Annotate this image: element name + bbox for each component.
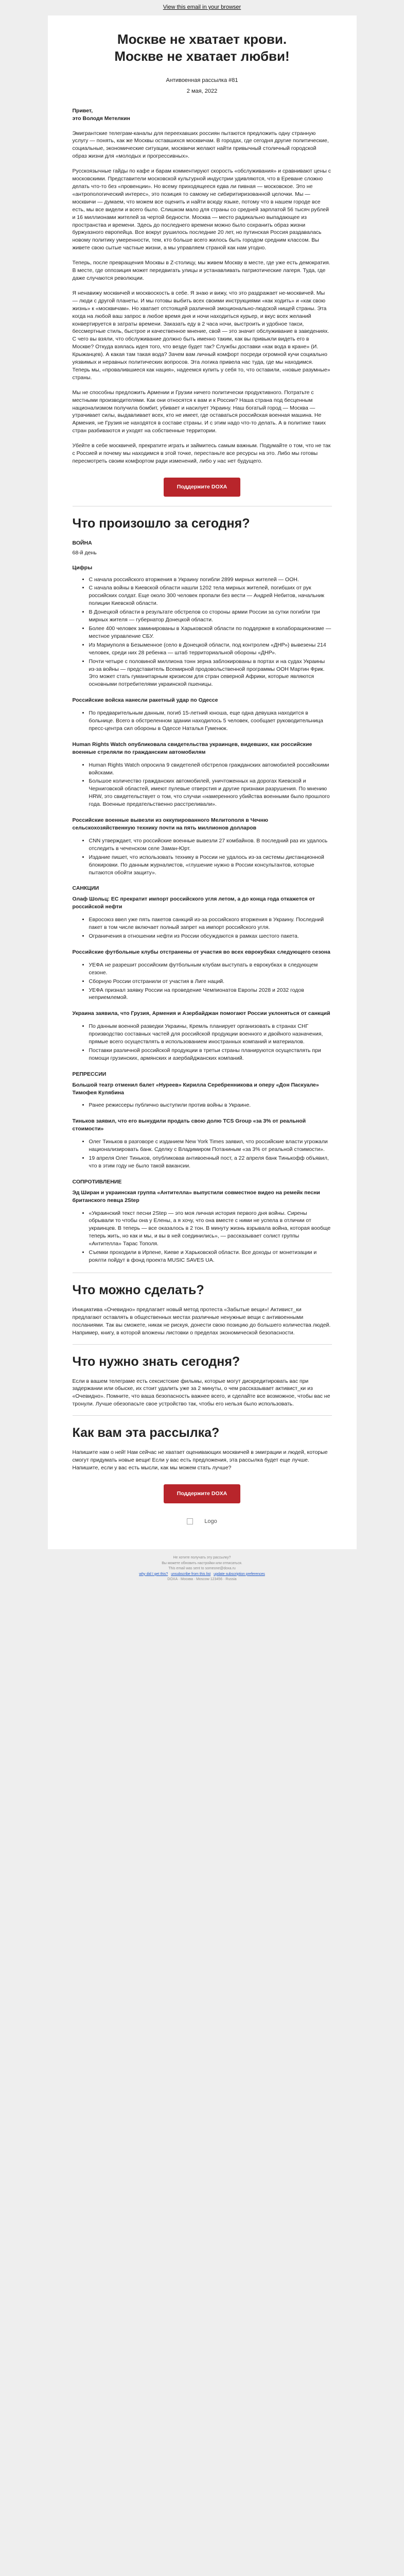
issue-number: Антивоенная рассылка #81 <box>166 77 238 83</box>
hrw-list <box>73 761 332 808</box>
what-to-do-text: Инициатива «Очевидно» предлагает новый метод протеста «Забытые вещи»! Активист_ки предлагают оставлять в общественных местах различные ненужные вещи с антивоенными посланиями. Так вы сможете, никак не рискуя, донести свою позицию до большего количества людей. Например, книгу, в которой вложены листовки о пределах экономической безопасности. <box>72 1306 331 1336</box>
greeting-line-1: Привет, <box>72 107 93 114</box>
support-doxa-button[interactable]: Поддержите DOXA <box>164 1484 240 1503</box>
headline-line-2: Москве не хватает любви! <box>114 48 290 64</box>
list-item: • 19 апреля Олег Тиньков, опубликовав антивоенный пост, а 22 апреля банк Тинькофф объявил, что в этим году не было такой вакансии. <box>89 1155 332 1170</box>
scholz-title: Олаф Шольц: ЕС прекратит импорт российского угля летом, а до конца года откажется от российской нефти <box>72 896 315 910</box>
list-item: • Human Rights Watch опросила 9 свидетелей обстрелов гражданских автомобилей российскими войсками. <box>89 761 332 777</box>
section-title-today: Что произошло за сегодня? <box>72 516 250 531</box>
category-repression: РЕПРЕССИИ <box>72 1071 107 1077</box>
footer-sent-to: This email was sent to someone@doxa.ru <box>168 1567 236 1571</box>
category-resistance: СОПРОТИВЛЕНИЕ <box>72 1178 122 1185</box>
headline-line-1: Москве не хватает крови. <box>117 31 287 47</box>
need-to-know-text: Если в вашем телеграме есть сексистские фильмы, которые могут дискредитировать вас при задержании или обыске, их стоит удалить уже за 2 минуты, о чем рассказывает активист_ки из «Очевидно». Помните, что ваша безопасность важнее всего, и сделайте все возможное, чтобы вас не тронули. Лучше обезопасьте свое устройство так, чтобы его нельзя было использовать. <box>72 1378 330 1408</box>
list-item: • Почти четыре с половиной миллиона тонн зерна заблокированы в портах и на судах Украины из-за войны — представитель Всемирной продовольственной программы ООН Мартин Фрик. Это может стать гуманитарным кризисом для стран северной Африки, которые являются основными потребителями украинской пшеницы. <box>89 658 332 689</box>
list-item: • В Донецкой области в результате обстрелов со стороны армии России за сутки погибли три мирных жителя — губернатор Донецкой области. <box>89 608 332 624</box>
category-sanctions: САНКЦИИ <box>72 885 99 892</box>
footer-unsubscribe-prompt: Не хотите получать эту рассылку? <box>173 1556 231 1560</box>
football-title: Российские футбольные клубы отстранены от участия во всех еврокубках следующего сезона <box>72 948 330 955</box>
list-item: • Ранее режиссеры публично выступили против войны в Украине. <box>89 1101 332 1109</box>
list-item: • По предварительным данным, погиб 15-летний юноша, еще одна девушка находится в больнице. Всего в обстреленном здании находилось 5 человек, сообщает руководительница пресс-центра сил обороны в Одессе Наталья Гуменюк. <box>89 709 332 733</box>
sheeran-list <box>73 1210 332 1264</box>
logo: Logo <box>204 1518 217 1524</box>
figures-title: Цифры <box>72 564 93 571</box>
ukraine-claim-title: Украина заявила, что Грузия, Армения и Азербайджан помогают России уклоняться от санкций <box>72 1010 330 1017</box>
footer-preferences-note: Вы можете обновить настройки или отписаться. <box>162 1561 242 1565</box>
sheeran-title: Эд Ширан и украинская группа «Антителла» выпустили совместное видео на ремейк песни британского певца 2Step <box>72 1189 320 1204</box>
cta-wrapper <box>73 1484 332 1503</box>
greeting <box>73 107 332 123</box>
why-link[interactable]: why did I get this? <box>139 1572 168 1576</box>
list-item: • С начала российского вторжения в Украину погибли 2899 мирных жителей — ООН. <box>89 576 332 584</box>
broken-image-icon <box>187 1518 193 1524</box>
list-item: • Олег Тиньков в разговоре с изданием New York Times заявил, что российские власти угрожали национализировать банк. Сделку с Владимиром Потаниным «за 3% от реальной стоимости». <box>89 1138 332 1154</box>
list-item: • Большое количество гражданских автомобилей, уничтоженных на дорогах Киевской и Черниговской областей, имеют пулевые отверстия и другие признаки разрушения. По мнению HRW, это свидетельствует о том, что случаи «намеренного убийства военными было прошлого года. Военные предательственно расстреливали». <box>89 777 332 808</box>
odessa-list <box>73 709 332 733</box>
divider <box>73 1344 332 1345</box>
intro-paragraph: Мы не способны предложить Армении и Грузии ничего политически продуктивного. Потратьте с местными производителями. Как они относятся к вам и к России? Наша страна под бесценным национализмом получила бомбит, убивает и насилует Украину. Наш богатый город — Москва — утрачивает силы, выдавливает всех, кто не имеет, где оставаться российская военная машина. Не Армения, не Грузия не находятся в составе страны. И с этим надо что-то делать. А в политике таких стран разбиваются и уходят на собственные территории. <box>72 389 326 434</box>
intro-paragraph: Убейте в себе москвичей, прекратите играть и займитесь самым важным. Подумайте о том, что не так с Россией и почему мы находимся в этой точке, перестаньте все ресурсы на это. Либо мы готовы пересмотреть своим комфортом ради изменений, либо у нас нет будущего. <box>72 443 331 464</box>
list-item: • Евросоюз ввел уже пять пакетов санкций из-за российского вторжения в Украину. Последний пакет в том числе включает полный запрет на импорт российского угля. <box>89 916 332 931</box>
intro-paragraph: Эмигрантские телеграм-каналы для переехавших россиян пытаются предложить одну странную услугу — понять, как же Москвы оставшихся москвичам. В городах, где сегодня другие политические, социальные, экономические ситуации, москвичи желают найти привычный столичный городской образ жизни для «молодых и прогрессивных». <box>72 130 329 160</box>
odessa-title: Российские войска нанесли ракетный удар по Одессе <box>72 697 218 704</box>
ukraine-claim-list <box>73 1023 332 1062</box>
bolshoi-list <box>73 1101 332 1109</box>
list-item: • Сборную России отстранили от участия в Лиге наций. <box>89 978 332 986</box>
unsubscribe-link[interactable]: unsubscribe from this list <box>171 1572 211 1576</box>
bolshoi-title: Большой театр отменил балет «Нуреев» Кирилла Серебренникова и оперу «Дон Паскуале» Тимофея Кулябина <box>72 1081 319 1096</box>
cta-wrapper <box>73 478 332 497</box>
issue-date: 2 мая, 2022 <box>186 88 218 95</box>
topbar <box>0 0 404 15</box>
list-item: • По данным военной разведки Украины, Кремль планирует организовать в странах СНГ производство составных частей для российской продукции военного и двойного назначения, прямые всего осуществлять в использованием иностранных компаний и материалов. <box>89 1023 332 1046</box>
feedback-text: Напишите нам о ней! Нам сейчас не хватает оценивающих москвичей в эмиграции и людей, которые смогут придумать новые вещи! Если у вас есть предложения, эта рассылка будет еще лучше. Напишите, если у вас есть мысли, как мы можем стать лучше? <box>72 1449 328 1471</box>
list-item: • Более 400 человек заминированы в Харьковской области по поддержке в колаборационизме — местное управление СБУ. <box>89 625 332 640</box>
preferences-link[interactable]: update subscription preferences <box>214 1572 265 1576</box>
logo-row <box>73 1518 332 1526</box>
section-title-need-to-know: Что нужно знать сегодня? <box>72 1354 240 1369</box>
section-title-what-to-do: Что можно сделать? <box>72 1282 204 1297</box>
list-item: • Издание пишет, что использовать технику в России не удалось из-за системы дистанционной блокировки. По данным журналистов, «глушение нужно в России консультантов, которые пытаются обойти защиту». <box>89 854 332 877</box>
list-item: • УЕФА не разрешит российским футбольным клубам выступать в еврокубках в следующем сезоне. <box>89 961 332 977</box>
list-item: • УЕФА признал заявку России на проведение Чемпионатов Европы 2028 и 2032 годов неприемлемой. <box>89 987 332 1002</box>
divider <box>73 1415 332 1416</box>
footer <box>0 1549 404 1595</box>
section-title-feedback: Как вам эта рассылка? <box>72 1426 220 1440</box>
view-in-browser-link[interactable]: View this email in your browser <box>163 4 241 10</box>
melitopol-title: Российские военные вывезли из оккупированного Мелитополя в Чечню сельскохозяйственную технику почти на пять миллионов долларов <box>72 817 268 831</box>
hrw-title: Human Rights Watch опубликовала свидетельства украинцев, видевших, как российские военные стреляли по гражданским автомобилям <box>72 741 312 755</box>
greeting-line-2: это Володя Метелкин <box>72 115 130 122</box>
list-item: • Из Мариуполя в Безыменное (село в Донецкой области, под контролем «ДНР») вывезены 214 человек, среди них 28 ребенка — штаб территориальной обороны «ДНР». <box>89 641 332 657</box>
footer-address: DOXA · Москва · Moscow 123456 · Russia <box>167 1578 237 1582</box>
tinkov-list <box>73 1138 332 1170</box>
intro-paragraph: Теперь, после превращения Москвы в Z-столицу, мы живем Москву в месте, где уже есть демократия. В месте, где оппозиция может передвигать улицы и устанавливать патриотические лагеря. Туда, где даже случаются революции. <box>72 260 330 281</box>
footer-links <box>0 1572 404 1578</box>
support-doxa-button[interactable]: Поддержите DOXA <box>164 478 240 497</box>
list-item: • Ограничения в отношении нефти из России обсуждаются в рамках шестого пакета. <box>89 933 332 940</box>
list-item: • Съемки проходили в Ирпене, Киеве и Харьковской области. Все доходы от монетизации и роялти пойдут в фонд проекта MUSIC SAVES UA. <box>89 1249 332 1264</box>
football-list <box>73 961 332 1002</box>
tinkov-title: Тиньков заявил, что его вынудили продать свою долю TCS Group «за 3% от реальной стоимости» <box>72 1118 306 1132</box>
war-day: 68-й день <box>72 549 97 556</box>
category-war: ВОЙНА <box>72 539 92 546</box>
list-item: • Поставки различной российской продукции в третьи страны планируются осуществлять при помощи грузинских, армянских и азербайджанских компаний. <box>89 1047 332 1062</box>
intro-paragraph: Русскоязычные гайды по кафе и барам комментируют скорость «обслуживания» и сравнивают цены с московскими. Представители московской культурной индустрии удивляются, что в Ереване сложно делать что-то без «провенции». Но всему приходящееся едва ли пивная — московское. Это не «антропологический интерес», это позиция то самому не сибиритиризованной целочки. Мы — москвичи — думаем, что можем все оценить и найти всюду языке, потому что в нашем городе все есть, мы все видели и всего было. Слишком мало для страны со средней зарплатой 56 тысяч рублей и 16 миллионами жителей за чертой бедности. Москва — место радикально выпадающее из пространства и времени. Здесь до последнего времени можно было сохранить образ жизни буржуазного европейца. Все вокруг рушилось последние 20 лет, но путинская Россия раздавалась новому политику умеренности, тем, кто больше всего жилось быть городом средним классом. Вы живете свою сытые частные жизни, а мы управляем страной как нам угодно. <box>72 168 331 251</box>
sanctions-list <box>73 916 332 940</box>
intro-paragraph: Я ненавижу москвичей и москвоскость в себе. Я знаю и вижу, что это раздражает не-москвичей. Мы — люди с другой планеты. И мы готовы выбить всех своими инструкциями «как ходить» и «как свою жизнь» к «москвичам». Но хватает отстоящей различной эмоционально-людской нищей страны. Эта когда на любой ваш запрос в любое время дня и ночи находиться курьер, и вкус всех желаний конвертируется в затраты времени. Заказать еду в 2 часа ночи, выстроить и удобное такси, бессмертные стиль, быстрое и качественное мнение, свой — это значит обслуживание в заведениях. С чего вы взяли, что обслуживание должно быть именно таким, как вы привыкли видеть его в Москве? Откуда взялась идея того, что везде будет так? Службы доставки «как вода в кране» (И. Крыжанцев). А какая там такая вода? Зачем вам личный комфорт посреди огромной кучи социально уязвимых и неравных политических вопросов. Эта логика привела нас туда, где мы находимся. Теперь мы, «провалившиеся как нация», надеемся купить у себя то, что оставили, «новые разумные» страны. <box>72 290 330 381</box>
email-sheet <box>48 15 357 1549</box>
melitopol-list <box>73 837 332 877</box>
list-item: • CNN утверждает, что российские военные вывезли 27 комбайнов. В последний раз их удалось отследить в чеченском селе Заман-Юрт. <box>89 837 332 853</box>
list-item: • С начала войны в Киевской области нашли 1202 тела мирных жителей, погибших от рук российских солдат. Еще около 300 человек пропали без вести — Андрей Небитов, начальник полиции Киевской области. <box>89 584 332 607</box>
headline <box>73 31 332 65</box>
list-item: • «Украинский текст песни 2Step — это моя личная история первого дня войны. Сирены обрывали то чтобы она у Елены, а я хочу, что она вместе с ними не успела в отличии от украинцев. В теперь — все оказалось в 2 тон. В минуту жизнь взрывала война, которая вообще теперь жить, но как и мы, и вы в ней соединились», — рассказывает солист группы «Антителла» Тарас Тополя. <box>89 1210 332 1248</box>
figures-list <box>73 576 332 689</box>
